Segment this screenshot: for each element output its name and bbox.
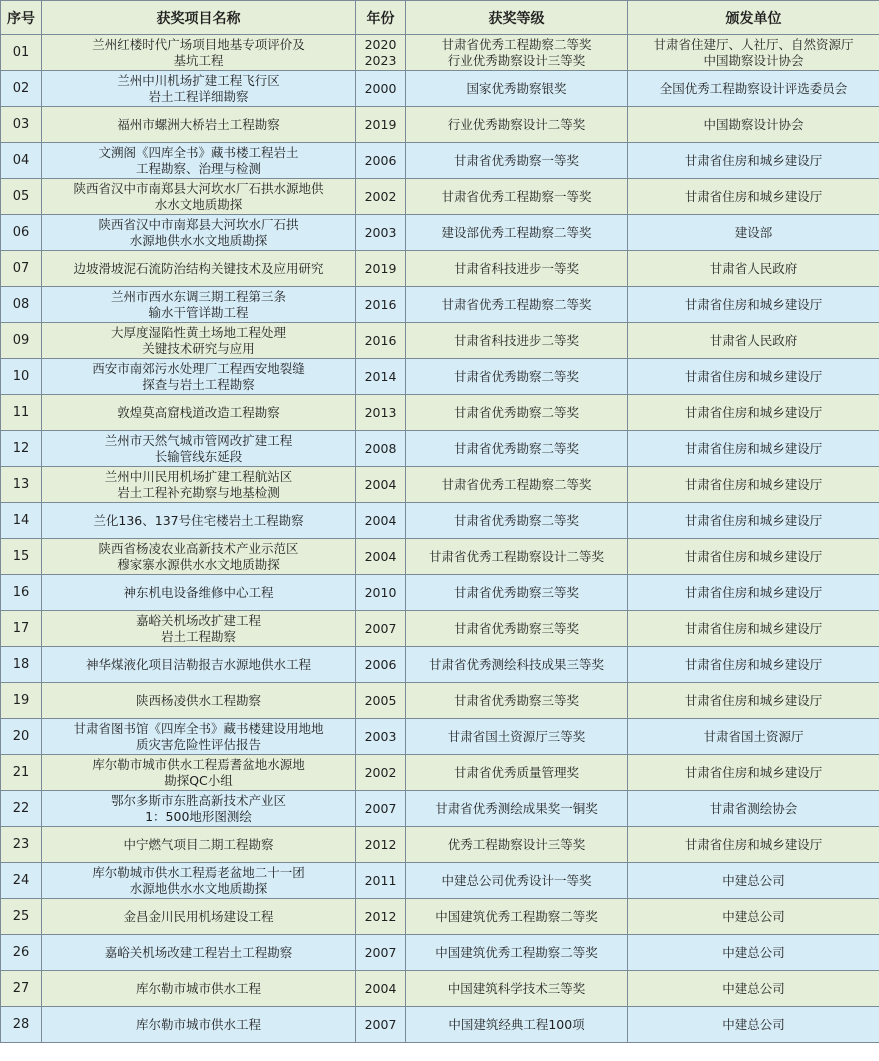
table-row (1, 35, 879, 71)
cell-no: 15 (1, 539, 42, 575)
cell-level: 行业优秀勘察设计二等奖 (406, 107, 628, 143)
cell-project: 甘肃省图书馆《四库全书》藏书楼建设用地地 质灾害危险性评估报告 (42, 719, 356, 755)
cell-project: 中宁燃气项目二期工程勘察 (42, 827, 356, 863)
table-row (1, 755, 879, 791)
cell-issuer: 甘肃省住房和城乡建设厅 (628, 179, 879, 215)
header-level: 获奖等级 (406, 1, 628, 35)
cell-year: 2007 (356, 935, 406, 971)
cell-level: 中国建筑优秀工程勘察二等奖 (406, 899, 628, 935)
cell-project: 兰州市天然气城市管网改扩建工程 长输管线东延段 (42, 431, 356, 467)
cell-issuer: 中建总公司 (628, 971, 879, 1007)
table-row (1, 287, 879, 323)
cell-year: 2003 (356, 719, 406, 755)
cell-level: 中国建筑科学技术三等奖 (406, 971, 628, 1007)
cell-project: 嘉峪关机场改建工程岩土工程勘察 (42, 935, 356, 971)
cell-year: 2004 (356, 539, 406, 575)
table-row (1, 647, 879, 683)
cell-no: 26 (1, 935, 42, 971)
cell-no: 28 (1, 1007, 42, 1043)
cell-issuer: 甘肃省国土资源厅 (628, 719, 879, 755)
cell-issuer: 甘肃省住建厅、人社厅、自然资源厅 中国勘察设计协会 (628, 35, 879, 71)
table-row (1, 791, 879, 827)
cell-level: 甘肃省优秀质量管理奖 (406, 755, 628, 791)
cell-no: 18 (1, 647, 42, 683)
cell-issuer: 甘肃省住房和城乡建设厅 (628, 539, 879, 575)
header-issuer: 颁发单位 (628, 1, 879, 35)
cell-no: 20 (1, 719, 42, 755)
cell-issuer: 甘肃省住房和城乡建设厅 (628, 755, 879, 791)
table-row (1, 683, 879, 719)
table-row (1, 251, 879, 287)
cell-level: 甘肃省优秀工程勘察二等奖 (406, 467, 628, 503)
cell-year: 2014 (356, 359, 406, 395)
cell-year: 2019 (356, 107, 406, 143)
cell-level: 甘肃省科技进步一等奖 (406, 251, 628, 287)
cell-level: 甘肃省优秀测绘科技成果三等奖 (406, 647, 628, 683)
cell-year: 2005 (356, 683, 406, 719)
cell-issuer: 甘肃省住房和城乡建设厅 (628, 503, 879, 539)
cell-year: 2020 2023 (356, 35, 406, 71)
table-row (1, 863, 879, 899)
cell-issuer: 甘肃省住房和城乡建设厅 (628, 359, 879, 395)
cell-level: 甘肃省优秀测绘成果奖一铜奖 (406, 791, 628, 827)
cell-issuer: 甘肃省住房和城乡建设厅 (628, 647, 879, 683)
cell-issuer: 中建总公司 (628, 899, 879, 935)
cell-project: 神华煤液化项目洁勒报吉水源地供水工程 (42, 647, 356, 683)
cell-no: 16 (1, 575, 42, 611)
table-body (1, 35, 879, 1043)
cell-no: 11 (1, 395, 42, 431)
cell-issuer: 甘肃省住房和城乡建设厅 (628, 575, 879, 611)
cell-level: 甘肃省优秀工程勘察二等奖 行业优秀勘察设计三等奖 (406, 35, 628, 71)
table-row (1, 575, 879, 611)
cell-year: 2004 (356, 503, 406, 539)
cell-year: 2007 (356, 791, 406, 827)
cell-no: 22 (1, 791, 42, 827)
table-row (1, 719, 879, 755)
cell-level: 甘肃省优秀勘察三等奖 (406, 575, 628, 611)
cell-year: 2006 (356, 647, 406, 683)
cell-level: 甘肃省科技进步二等奖 (406, 323, 628, 359)
cell-year: 2019 (356, 251, 406, 287)
header-project: 获奖项目名称 (42, 1, 356, 35)
table-row (1, 935, 879, 971)
cell-issuer: 甘肃省住房和城乡建设厅 (628, 683, 879, 719)
cell-project: 兰化136、137号住宅楼岩土工程勘察 (42, 503, 356, 539)
cell-level: 甘肃省优秀勘察二等奖 (406, 431, 628, 467)
table-row (1, 611, 879, 647)
cell-level: 优秀工程勘察设计三等奖 (406, 827, 628, 863)
cell-year: 2000 (356, 71, 406, 107)
cell-level: 中国建筑经典工程100项 (406, 1007, 628, 1043)
cell-issuer: 建设部 (628, 215, 879, 251)
cell-no: 09 (1, 323, 42, 359)
cell-no: 03 (1, 107, 42, 143)
cell-year: 2004 (356, 971, 406, 1007)
cell-no: 07 (1, 251, 42, 287)
cell-level: 国家优秀勘察银奖 (406, 71, 628, 107)
cell-level: 甘肃省优秀勘察二等奖 (406, 359, 628, 395)
cell-no: 04 (1, 143, 42, 179)
table-row (1, 395, 879, 431)
cell-project: 库尔勒城市供水工程焉老盆地二十一团 水源地供水水文地质勘探 (42, 863, 356, 899)
header-row (1, 1, 879, 35)
cell-project: 大厚度湿陷性黄土场地工程处理 关键技术研究与应用 (42, 323, 356, 359)
cell-no: 24 (1, 863, 42, 899)
cell-year: 2002 (356, 179, 406, 215)
cell-issuer: 甘肃省住房和城乡建设厅 (628, 827, 879, 863)
header-no: 序号 (1, 1, 42, 35)
cell-level: 甘肃省优秀勘察二等奖 (406, 503, 628, 539)
cell-year: 2016 (356, 323, 406, 359)
table-row (1, 503, 879, 539)
cell-year: 2007 (356, 611, 406, 647)
cell-no: 19 (1, 683, 42, 719)
table-row (1, 971, 879, 1007)
cell-project: 神东机电设备维修中心工程 (42, 575, 356, 611)
cell-issuer: 中建总公司 (628, 863, 879, 899)
cell-year: 2012 (356, 899, 406, 935)
cell-no: 14 (1, 503, 42, 539)
cell-level: 甘肃省优秀勘察一等奖 (406, 143, 628, 179)
cell-no: 05 (1, 179, 42, 215)
table-row (1, 539, 879, 575)
table-row (1, 359, 879, 395)
cell-project: 陕西省汉中市南郑县大河坎水厂石拱 水源地供水水文地质勘探 (42, 215, 356, 251)
cell-no: 08 (1, 287, 42, 323)
cell-project: 库尔勒市城市供水工程焉耆盆地水源地 勘探QC小组 (42, 755, 356, 791)
cell-project: 库尔勒市城市供水工程 (42, 1007, 356, 1043)
cell-level: 建设部优秀工程勘察二等奖 (406, 215, 628, 251)
cell-no: 23 (1, 827, 42, 863)
cell-project: 兰州市西水东调三期工程第三条 输水干管详勘工程 (42, 287, 356, 323)
table-row (1, 467, 879, 503)
cell-no: 10 (1, 359, 42, 395)
cell-project: 敦煌莫高窟栈道改造工程勘察 (42, 395, 356, 431)
cell-project: 嘉峪关机场改扩建工程 岩土工程勘察 (42, 611, 356, 647)
cell-issuer: 甘肃省住房和城乡建设厅 (628, 431, 879, 467)
cell-project: 陕西省杨凌农业高新技术产业示范区 穆家寨水源供水水文地质勘探 (42, 539, 356, 575)
cell-level: 甘肃省优秀勘察三等奖 (406, 683, 628, 719)
cell-no: 06 (1, 215, 42, 251)
cell-year: 2013 (356, 395, 406, 431)
cell-no: 27 (1, 971, 42, 1007)
cell-project: 兰州中川机场扩建工程飞行区 岩土工程详细勘察 (42, 71, 356, 107)
cell-level: 中建总公司优秀设计一等奖 (406, 863, 628, 899)
cell-project: 金昌金川民用机场建设工程 (42, 899, 356, 935)
cell-year: 2006 (356, 143, 406, 179)
cell-year: 2007 (356, 1007, 406, 1043)
cell-project: 鄂尔多斯市东胜高新技术产业区 1：500地形图测绘 (42, 791, 356, 827)
table-row (1, 71, 879, 107)
cell-no: 21 (1, 755, 42, 791)
table-row (1, 107, 879, 143)
table-row (1, 431, 879, 467)
table-row (1, 179, 879, 215)
cell-year: 2010 (356, 575, 406, 611)
cell-no: 01 (1, 35, 42, 71)
cell-issuer: 甘肃省住房和城乡建设厅 (628, 395, 879, 431)
table-row (1, 143, 879, 179)
cell-project: 库尔勒市城市供水工程 (42, 971, 356, 1007)
cell-project: 兰州中川民用机场扩建工程航站区 岩土工程补充勘察与地基检测 (42, 467, 356, 503)
cell-issuer: 中建总公司 (628, 935, 879, 971)
table-row (1, 215, 879, 251)
cell-year: 2016 (356, 287, 406, 323)
cell-project: 陕西杨凌供水工程勘察 (42, 683, 356, 719)
cell-level: 甘肃省优秀工程勘察二等奖 (406, 287, 628, 323)
cell-year: 2004 (356, 467, 406, 503)
cell-year: 2011 (356, 863, 406, 899)
cell-project: 福州市螺洲大桥岩土工程勘察 (42, 107, 356, 143)
cell-level: 甘肃省优秀工程勘察设计二等奖 (406, 539, 628, 575)
cell-year: 2008 (356, 431, 406, 467)
cell-project: 文溯阁《四库全书》藏书楼工程岩土 工程勘察、治理与检测 (42, 143, 356, 179)
cell-issuer: 甘肃省人民政府 (628, 251, 879, 287)
cell-no: 13 (1, 467, 42, 503)
cell-level: 甘肃省国土资源厅三等奖 (406, 719, 628, 755)
cell-level: 甘肃省优秀勘察三等奖 (406, 611, 628, 647)
cell-no: 17 (1, 611, 42, 647)
table-row (1, 899, 879, 935)
cell-issuer: 中建总公司 (628, 1007, 879, 1043)
cell-issuer: 甘肃省住房和城乡建设厅 (628, 467, 879, 503)
cell-year: 2002 (356, 755, 406, 791)
cell-issuer: 甘肃省测绘协会 (628, 791, 879, 827)
table-header (1, 1, 879, 35)
cell-no: 12 (1, 431, 42, 467)
cell-project: 边坡滑坡泥石流防治结构关键技术及应用研究 (42, 251, 356, 287)
cell-project: 西安市南郊污水处理厂工程西安地裂缝 探查与岩土工程勘察 (42, 359, 356, 395)
cell-level: 中国建筑优秀工程勘察二等奖 (406, 935, 628, 971)
cell-issuer: 中国勘察设计协会 (628, 107, 879, 143)
table-row (1, 1007, 879, 1043)
cell-no: 02 (1, 71, 42, 107)
cell-issuer: 甘肃省住房和城乡建设厅 (628, 287, 879, 323)
cell-issuer: 甘肃省住房和城乡建设厅 (628, 611, 879, 647)
cell-issuer: 甘肃省人民政府 (628, 323, 879, 359)
cell-issuer: 甘肃省住房和城乡建设厅 (628, 143, 879, 179)
table-row (1, 827, 879, 863)
cell-project: 兰州红楼时代广场项目地基专项评价及 基坑工程 (42, 35, 356, 71)
cell-level: 甘肃省优秀工程勘察一等奖 (406, 179, 628, 215)
cell-year: 2003 (356, 215, 406, 251)
cell-issuer: 全国优秀工程勘察设计评选委员会 (628, 71, 879, 107)
table-row (1, 323, 879, 359)
cell-no: 25 (1, 899, 42, 935)
cell-level: 甘肃省优秀勘察二等奖 (406, 395, 628, 431)
header-year: 年份 (356, 1, 406, 35)
cell-year: 2012 (356, 827, 406, 863)
cell-project: 陕西省汉中市南郑县大河坎水厂石拱水源地供 水水文地质勘探 (42, 179, 356, 215)
